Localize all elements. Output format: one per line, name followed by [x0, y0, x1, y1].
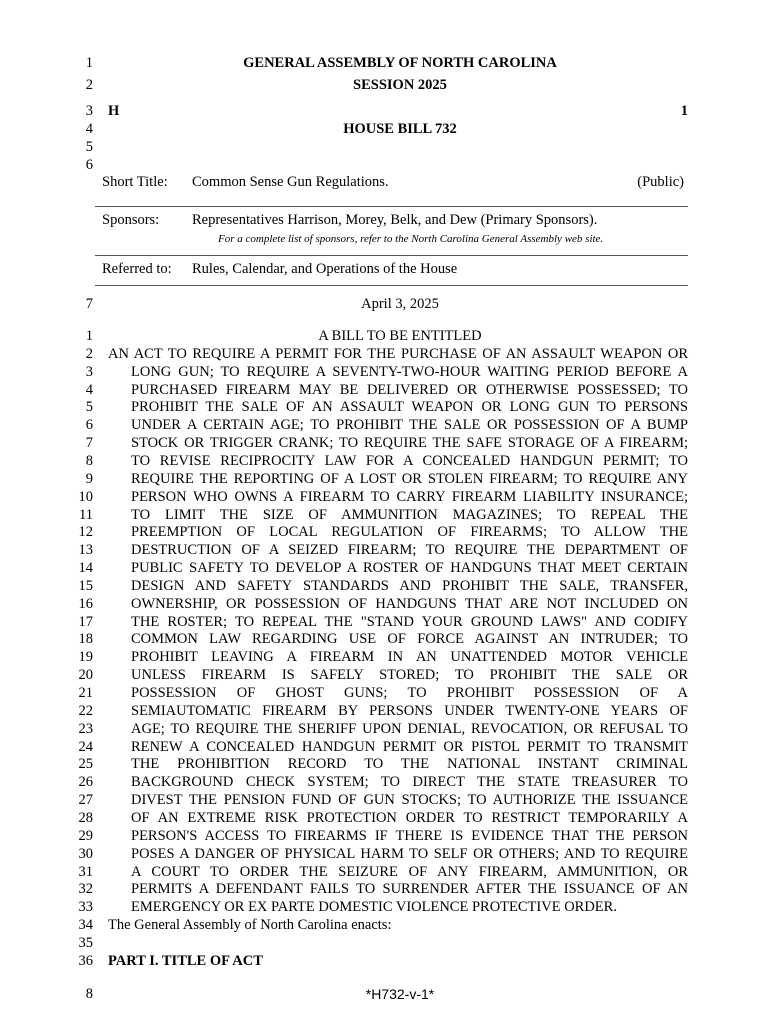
- line-number: 30: [78, 845, 93, 862]
- body-line: [0, 935, 770, 953]
- bill-type: (Public): [637, 174, 684, 190]
- act-text: DESTRUCTION OF A SEIZED FIREARM; TO REQUIRE THE DEPARTMENT OF: [131, 542, 688, 559]
- body-line: [0, 328, 770, 346]
- chamber-letter: H: [108, 103, 120, 119]
- line-number: 33: [78, 899, 93, 916]
- body-line: [0, 596, 770, 614]
- line-number: 36: [78, 952, 93, 969]
- assembly-title: GENERAL ASSEMBLY OF NORTH CAROLINA: [243, 55, 557, 71]
- body-line: [0, 685, 770, 703]
- body-line: [0, 578, 770, 596]
- line-number: 5: [85, 139, 93, 155]
- body-line: [0, 899, 770, 917]
- short-title-value: Common Sense Gun Regulations.: [192, 174, 389, 190]
- line-number: 24: [78, 738, 93, 755]
- act-text: OF AN EXTREME RISK PROTECTION ORDER TO RESTRICT TEMPORARILY A: [131, 809, 688, 826]
- line-number: 9: [85, 470, 93, 487]
- line-number: 22: [78, 702, 93, 719]
- act-text: LONG GUN; TO REQUIRE A SEVENTY-TWO-HOUR WAITING PERIOD BEFORE A: [131, 363, 688, 380]
- line-number: 34: [78, 917, 93, 934]
- act-text: PERMITS A DEFENDANT FAILS TO SURRENDER AFTER THE ISSUANCE OF AN: [131, 881, 688, 898]
- body-line: [0, 756, 770, 774]
- line-number: 3: [85, 363, 93, 380]
- divider: [95, 255, 688, 256]
- act-text: AN ACT TO REQUIRE A PERMIT FOR THE PURCHASE OF AN ASSAULT WEAPON OR: [108, 345, 688, 362]
- body-line: [0, 417, 770, 435]
- act-text: UNDER A CERTAIN AGE; TO PROHIBIT THE SALE OR POSSESSION OF A BUMP: [131, 417, 688, 434]
- bill-entitled-heading: A BILL TO BE ENTITLED: [318, 328, 482, 344]
- divider: [95, 285, 688, 286]
- body-line: [0, 774, 770, 792]
- line-number: 7: [85, 296, 93, 312]
- line-number: 8: [85, 452, 93, 469]
- body-line: [0, 364, 770, 382]
- act-text: PERSON'S ACCESS TO FIREARMS IF THERE IS EVIDENCE THAT THE PERSON: [131, 827, 688, 844]
- act-text: RENEW A CONCEALED HANDGUN PERMIT OR PISTOL PERMIT TO TRANSMIT: [131, 738, 688, 755]
- version-number: 1: [680, 103, 688, 119]
- act-text: STOCK OR TRIGGER CRANK; TO REQUIRE THE SAFE STORAGE OF A FIREARM;: [131, 435, 688, 452]
- line-number: 5: [85, 399, 93, 416]
- body-line: [0, 881, 770, 899]
- line-number: 27: [78, 792, 93, 809]
- sponsors-label: Sponsors:: [102, 212, 160, 228]
- body-line: [0, 739, 770, 757]
- body-line: [0, 721, 770, 739]
- body-line: [0, 792, 770, 810]
- sponsors-note: For a complete list of sponsors, refer to the North Carolina General Assembly web site.: [218, 233, 604, 245]
- line-number: 28: [78, 809, 93, 826]
- body-line: [0, 667, 770, 685]
- part-heading: PART I. TITLE OF ACT: [108, 952, 263, 969]
- act-text: UNLESS FIREARM IS SAFELY STORED; TO PROHIBIT THE SALE OR: [131, 667, 688, 684]
- line-number: 32: [78, 881, 93, 898]
- body-line: [0, 399, 770, 417]
- act-text: POSES A DANGER OF PHYSICAL HARM TO SELF OR OTHERS; AND TO REQUIRE: [131, 845, 688, 862]
- body-line: [0, 435, 770, 453]
- act-text: PREEMPTION OF LOCAL REGULATION OF FIREARMS; TO ALLOW THE: [131, 524, 688, 541]
- act-text: A COURT TO ORDER THE SEIZURE OF ANY FIREARM, AMMUNITION, OR: [131, 863, 688, 880]
- body-line: [0, 649, 770, 667]
- body-line: [0, 810, 770, 828]
- line-number: 15: [78, 577, 93, 594]
- line-number: 35: [78, 934, 93, 951]
- line-number: 20: [78, 667, 93, 684]
- body-line: [0, 631, 770, 649]
- body-line: [0, 507, 770, 525]
- line-number: 4: [85, 121, 93, 137]
- line-number: 3: [85, 103, 93, 119]
- line-number: 6: [85, 157, 93, 173]
- act-text: BACKGROUND CHECK SYSTEM; TO DIRECT THE STATE TREASURER TO: [131, 774, 688, 791]
- line-number: 17: [78, 613, 93, 630]
- act-text: THE PROHIBITION RECORD TO THE NATIONAL INSTANT CRIMINAL: [131, 756, 688, 773]
- body-line: [0, 489, 770, 507]
- line-number: 16: [78, 595, 93, 612]
- line-number: 1: [85, 55, 93, 71]
- act-text: PROHIBIT THE SALE OF AN ASSAULT WEAPON OR LONG GUN TO PERSONS: [131, 399, 688, 416]
- body-line: [0, 953, 770, 971]
- line-number: 7: [85, 435, 93, 452]
- act-text: EMERGENCY OR EX PARTE DOMESTIC VIOLENCE PROTECTIVE ORDER.: [131, 899, 617, 916]
- act-text: PERSON WHO OWNS A FIREARM TO CARRY FIREARM LIABILITY INSURANCE;: [131, 488, 688, 505]
- line-number: 29: [78, 827, 93, 844]
- line-number: 21: [78, 685, 93, 701]
- line-number: 25: [78, 756, 93, 773]
- act-text: PROHIBIT LEAVING A FIREARM IN AN UNATTENDED MOTOR VEHICLE: [131, 649, 688, 666]
- line-number: 2: [85, 345, 93, 362]
- body-line: [0, 614, 770, 632]
- line-number: 6: [85, 417, 93, 434]
- act-text: COMMON LAW REGARDING USE OF FORCE AGAINST AN INTRUDER; TO: [131, 631, 688, 648]
- short-title-label: Short Title:: [102, 174, 168, 190]
- act-text: PURCHASED FIREARM MAY BE DELIVERED OR OTHERWISE POSSESSED; TO: [131, 381, 688, 398]
- act-text: DESIGN AND SAFETY STANDARDS AND PROHIBIT THE SALE, TRANSFER,: [131, 577, 688, 594]
- act-text: TO LIMIT THE SIZE OF AMMUNITION MAGAZINES; TO REPEAL THE: [131, 506, 688, 523]
- line-number: 23: [78, 720, 93, 737]
- act-text: POSSESSION OF GHOST GUNS; TO PROHIBIT POSSESSION OF A: [131, 685, 688, 701]
- body-line: [0, 703, 770, 721]
- act-text: OWNERSHIP, OR POSSESSION OF HANDGUNS THAT ARE NOT INCLUDED ON: [131, 595, 688, 612]
- line-number: 26: [78, 774, 93, 791]
- line-number: 11: [79, 506, 93, 523]
- body-line: [0, 471, 770, 489]
- line-number: 12: [78, 524, 93, 541]
- line-number: 1: [85, 328, 93, 344]
- act-text: THE ROSTER; TO REPEAL THE "STAND YOUR GROUND LAWS" AND CODIFY: [131, 613, 688, 630]
- body-line: [0, 542, 770, 560]
- line-number: 13: [78, 542, 93, 559]
- body-line: [0, 453, 770, 471]
- body-line: [0, 846, 770, 864]
- line-number: 4: [85, 381, 93, 398]
- line-number: 14: [78, 560, 93, 577]
- act-text: AGE; TO REQUIRE THE SHERIFF UPON DENIAL, REVOCATION, OR REFUSAL TO: [131, 720, 688, 737]
- document-code: *H732-v-1*: [365, 986, 435, 1002]
- line-number: 2: [85, 77, 93, 93]
- line-number: 19: [78, 649, 93, 666]
- session-title: SESSION 2025: [353, 77, 447, 93]
- body-line: [0, 524, 770, 542]
- body-line: [0, 864, 770, 882]
- line-number: 18: [78, 631, 93, 648]
- act-text: PUBLIC SAFETY TO DEVELOP A ROSTER OF HANDGUNS THAT MEET CERTAIN: [131, 560, 688, 577]
- bill-date: April 3, 2025: [361, 296, 439, 312]
- body-line: [0, 917, 770, 935]
- divider: [95, 206, 688, 207]
- body-line: [0, 346, 770, 364]
- line-number: 10: [78, 488, 93, 505]
- bill-number: HOUSE BILL 732: [343, 121, 457, 137]
- act-text: REQUIRE THE REPORTING OF A LOST OR STOLEN FIREARM; TO REQUIRE ANY: [131, 470, 688, 487]
- sponsors-value: Representatives Harrison, Morey, Belk, and Dew (Primary Sponsors).: [192, 212, 598, 228]
- referred-label: Referred to:: [102, 261, 172, 277]
- referred-value: Rules, Calendar, and Operations of the House: [192, 261, 458, 277]
- act-text: TO REVISE RECIPROCITY LAW FOR A CONCEALED HANDGUN PERMIT; TO: [131, 452, 688, 469]
- body-line: [0, 828, 770, 846]
- line-number: 31: [78, 863, 93, 880]
- body-line: [0, 382, 770, 400]
- act-text: DIVEST THE PENSION FUND OF GUN STOCKS; TO AUTHORIZE THE ISSUANCE: [131, 792, 688, 809]
- act-text: SEMIAUTOMATIC FIREARM BY PERSONS UNDER TWENTY-ONE YEARS OF: [131, 702, 688, 719]
- body-line: [0, 560, 770, 578]
- line-number: 8: [85, 986, 93, 1002]
- enacting-clause: The General Assembly of North Carolina enacts:: [108, 917, 392, 934]
